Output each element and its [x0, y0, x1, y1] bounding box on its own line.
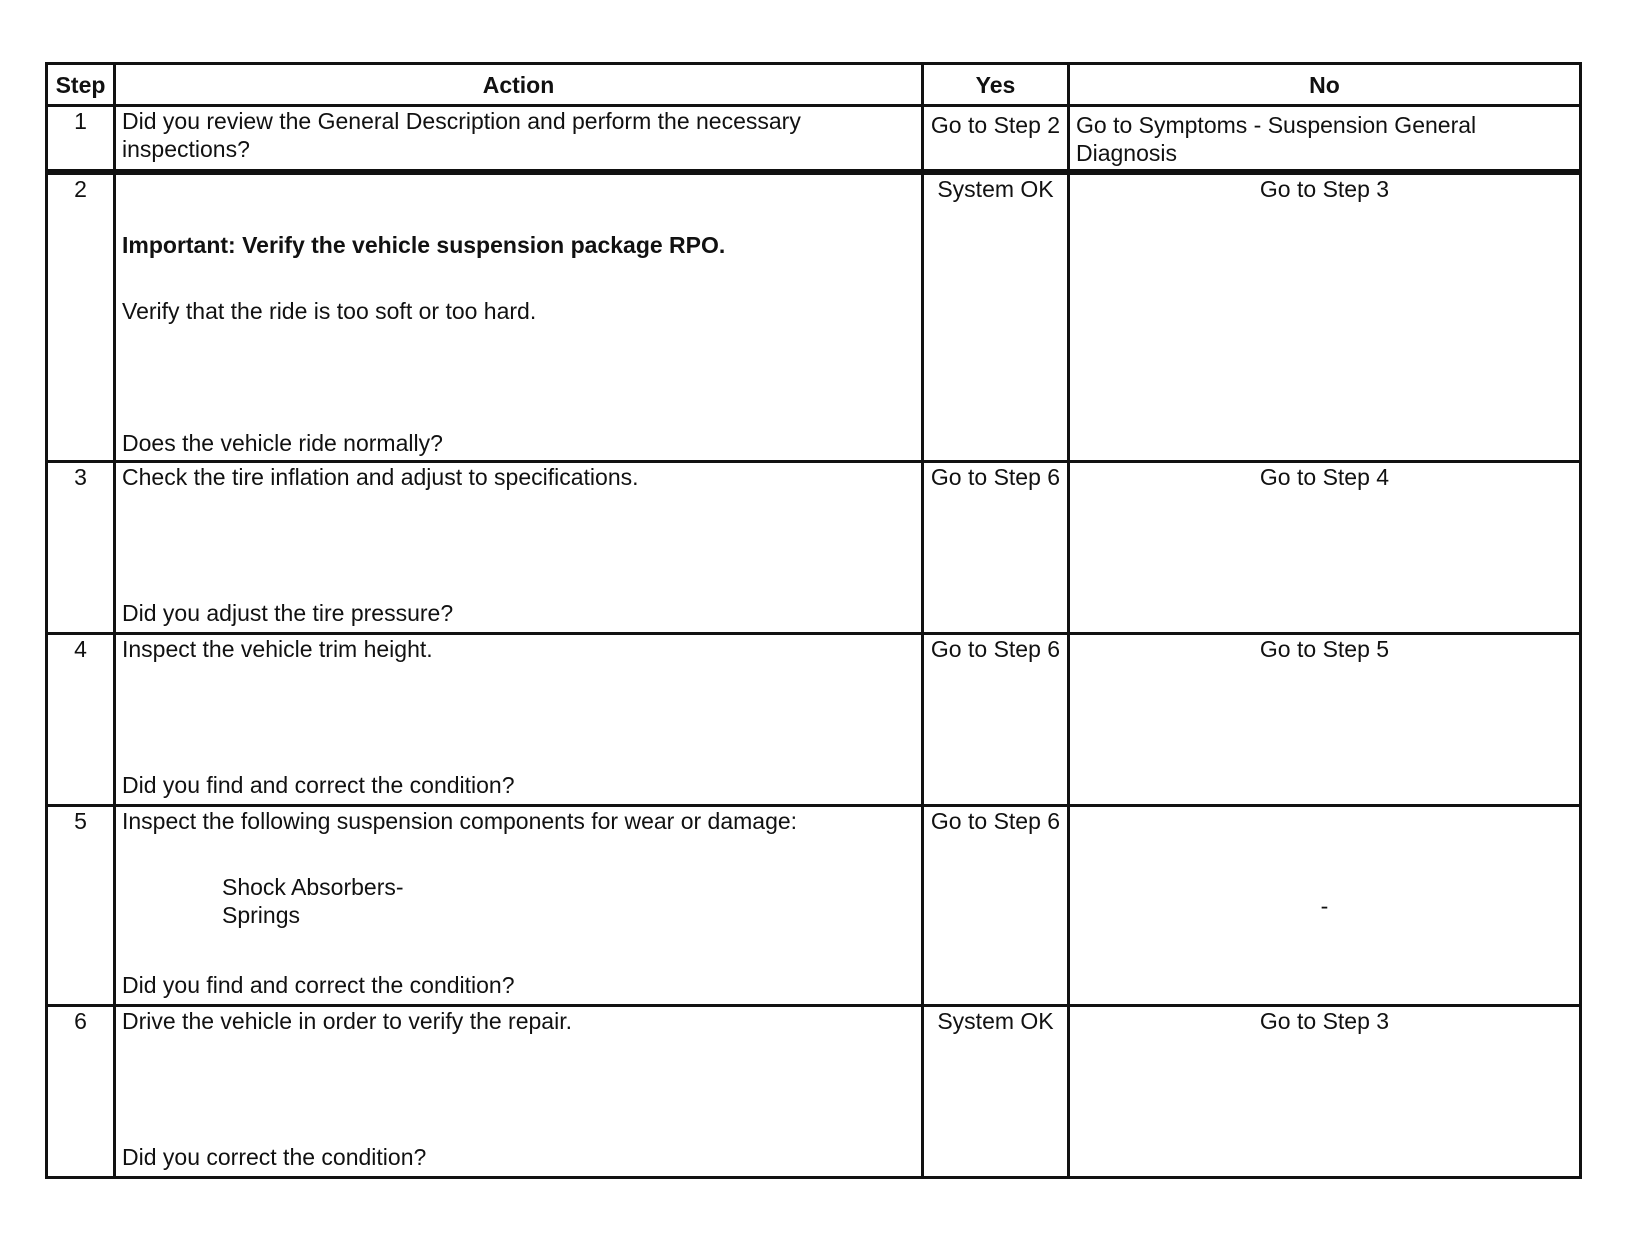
diagnostic-table	[45, 62, 1582, 1179]
yes-result: Go to Step 6	[923, 462, 1069, 634]
action-cell	[115, 172, 923, 462]
action-cell	[115, 806, 923, 1006]
no-result: Go to Step 5	[1069, 634, 1581, 806]
no-result: Go to Symptoms - Suspension General Diagnosis	[1069, 106, 1581, 172]
header-step: Step	[47, 64, 115, 106]
yes-result: System OK	[923, 172, 1069, 462]
question-text: Did you correct the condition?	[122, 1144, 427, 1170]
action-cell	[115, 634, 923, 806]
no-result: Go to Step 4	[1069, 462, 1581, 634]
component-item: Shock Absorbers-	[222, 874, 404, 900]
important-note: Important: Verify the vehicle suspension package RPO.	[122, 231, 726, 258]
no-result: Go to Step 3	[1069, 1006, 1581, 1178]
header-action: Action	[115, 64, 923, 106]
step-number: 3	[47, 462, 115, 634]
component-item: Springs	[222, 902, 300, 928]
table-row	[47, 806, 1581, 1006]
question-text: Did you find and correct the condition?	[122, 972, 515, 998]
action-text: Inspect the following suspension components for wear or damage:	[122, 808, 798, 834]
yes-result: Go to Step 6	[923, 634, 1069, 806]
table-row	[47, 462, 1581, 634]
question-text: Did you find and correct the condition?	[122, 772, 515, 798]
action-text: Drive the vehicle in order to verify the repair.	[122, 1008, 572, 1034]
no-result: -	[1069, 806, 1581, 1006]
header-no: No	[1069, 64, 1581, 106]
action-text: Inspect the vehicle trim height.	[122, 636, 433, 662]
table-row	[47, 634, 1581, 806]
yes-result: Go to Step 6	[923, 806, 1069, 1006]
yes-result: Go to Step 2	[923, 106, 1069, 172]
action-text: Check the tire inflation and adjust to specifications.	[122, 464, 639, 490]
table-row	[47, 106, 1581, 172]
action-cell	[115, 462, 923, 634]
action-text: Did you review the General Description and perform the necessary inspections?	[115, 106, 923, 172]
question-text: Did you adjust the tire pressure?	[122, 600, 454, 626]
step-number: 5	[47, 806, 115, 1006]
step-number: 2	[47, 172, 115, 462]
step-number: 4	[47, 634, 115, 806]
no-result: Go to Step 3	[1069, 172, 1581, 462]
step-number: 6	[47, 1006, 115, 1178]
header-yes: Yes	[923, 64, 1069, 106]
table-header-row	[47, 64, 1581, 106]
table-row	[47, 172, 1581, 462]
step-number: 1	[47, 106, 115, 172]
yes-result: System OK	[923, 1006, 1069, 1178]
action-text: Verify that the ride is too soft or too hard.	[122, 297, 537, 324]
question-text: Does the vehicle ride normally?	[122, 429, 443, 456]
action-cell	[115, 1006, 923, 1178]
table-row	[47, 1006, 1581, 1178]
